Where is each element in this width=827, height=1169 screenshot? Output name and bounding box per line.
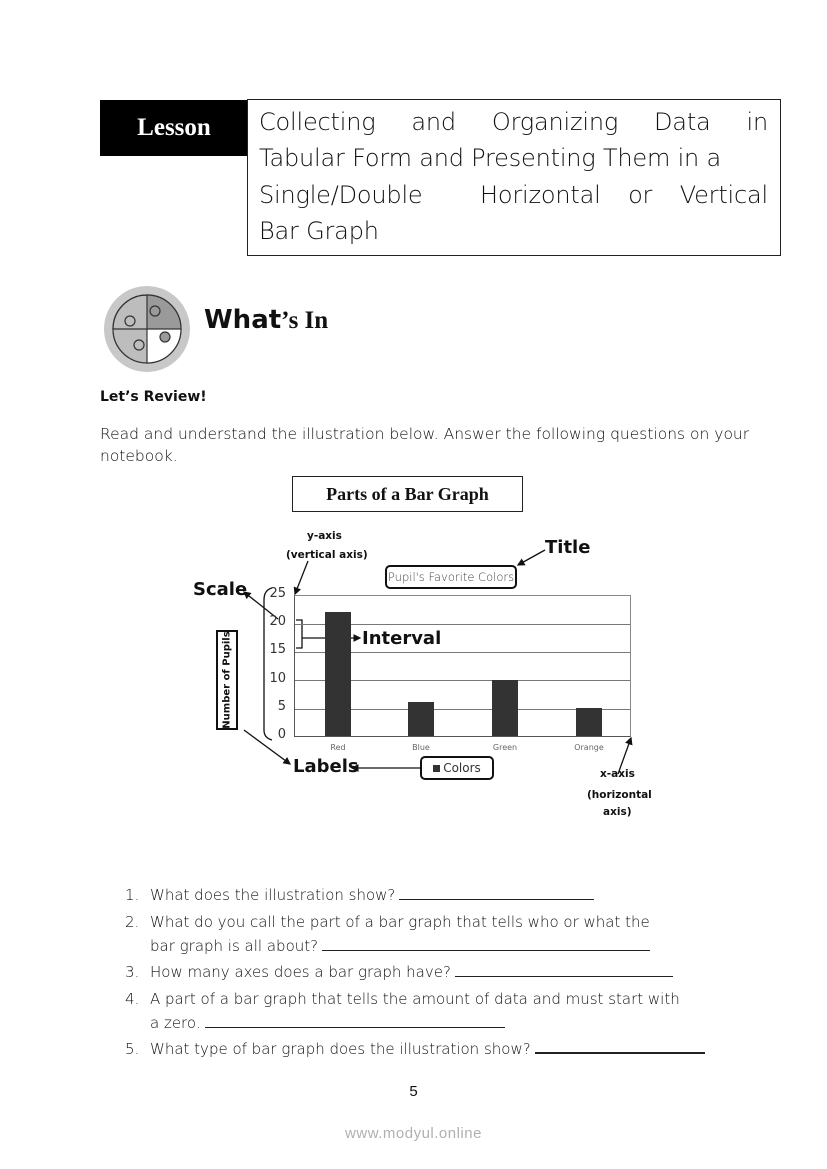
chart-title: Pupil's Favorite Colors: [385, 565, 517, 589]
question-text: What do you call the part of a bar graph that tells who or what the: [150, 913, 650, 931]
x-axis-subannotation-2: axis): [603, 806, 632, 818]
watermark: www.modyul.online: [345, 1125, 482, 1142]
answer-blank[interactable]: [399, 898, 594, 900]
y-axis-label: Number of Pupils: [221, 631, 233, 729]
question-number: 2.: [125, 913, 140, 931]
answer-blank[interactable]: [322, 949, 650, 951]
instruction-text: Read and understand the illustration below. Answer the following questions on your notebook.: [100, 425, 750, 465]
x-axis-subannotation-1: (horizontal: [587, 789, 652, 801]
lesson-title-line-2: Tabular Form and Presenting Them in a: [259, 144, 721, 172]
lesson-title-word: in: [746, 108, 768, 136]
bar-green: [492, 680, 518, 736]
question-text: a zero.: [150, 1014, 201, 1032]
illustration-title: Parts of a Bar Graph: [292, 476, 523, 512]
interval-annotation: Interval: [362, 628, 442, 649]
answer-blank[interactable]: [455, 975, 673, 977]
question-text: How many axes does a bar graph have?: [150, 963, 451, 981]
review-title: Let’s Review!: [100, 389, 207, 405]
plot-area: [294, 595, 631, 737]
lesson-title-line-1: [259, 108, 768, 136]
chart-legend: [420, 756, 494, 780]
lesson-title-word: Single/Double: [259, 181, 423, 209]
lesson-title-word: Data: [654, 108, 711, 136]
question-number: 1.: [125, 886, 140, 904]
question-text: What does the illustration show?: [150, 886, 396, 904]
lesson-title-word: and: [411, 108, 456, 136]
lesson-title-word: Collecting: [259, 108, 376, 136]
title-annotation: Title: [545, 537, 591, 558]
y-tick: 25: [269, 586, 286, 601]
puzzle-icon: [103, 285, 191, 373]
bar-red: [325, 612, 351, 736]
page-number: 5: [409, 1083, 418, 1100]
lesson-title-line-4: Bar Graph: [259, 217, 379, 245]
answer-blank[interactable]: [205, 1026, 505, 1028]
section-heading-suffix: ’s In: [281, 307, 329, 334]
x-tick-label: Blue: [412, 743, 430, 752]
y-tick: 10: [269, 671, 286, 686]
labels-annotation: Labels: [293, 756, 359, 777]
x-tick-label: Red: [330, 743, 346, 752]
question-text: bar graph is all about?: [150, 937, 319, 955]
bar-blue: [408, 702, 434, 736]
y-tick: 15: [269, 642, 286, 657]
y-tick: 20: [269, 614, 286, 629]
question-number: 3.: [125, 963, 140, 981]
y-tick: 0: [277, 727, 286, 742]
bar-orange: [576, 708, 602, 736]
y-tick: 5: [277, 699, 286, 714]
x-tick-label: Orange: [574, 743, 604, 752]
lesson-label: Lesson: [100, 100, 248, 156]
lesson-title-word: or: [628, 181, 653, 209]
x-tick-label: Green: [492, 743, 518, 752]
legend-swatch-icon: [433, 765, 440, 772]
question-number: 5.: [125, 1040, 140, 1058]
legend-label: Colors: [443, 761, 481, 775]
x-axis-annotation: x-axis: [600, 768, 635, 780]
lesson-title-line-3: [259, 181, 768, 209]
section-heading: [204, 305, 328, 335]
y-axis-subannotation: (vertical axis): [286, 549, 368, 561]
answer-blank[interactable]: [535, 1051, 705, 1054]
section-heading-main: What: [204, 305, 282, 335]
bar-graph-illustration: [180, 520, 660, 830]
y-axis-annotation: y-axis: [307, 530, 342, 542]
lesson-title-word: Vertical: [679, 181, 768, 209]
question-text: A part of a bar graph that tells the amount of data and must start with: [150, 990, 680, 1008]
scale-annotation: Scale: [193, 579, 248, 600]
question-number: 4.: [125, 990, 140, 1008]
lesson-title-box: [247, 99, 781, 256]
lesson-title-word: Organizing: [491, 108, 619, 136]
question-text: What type of bar graph does the illustration show?: [150, 1040, 531, 1058]
lesson-title-word: Horizontal: [480, 181, 601, 209]
